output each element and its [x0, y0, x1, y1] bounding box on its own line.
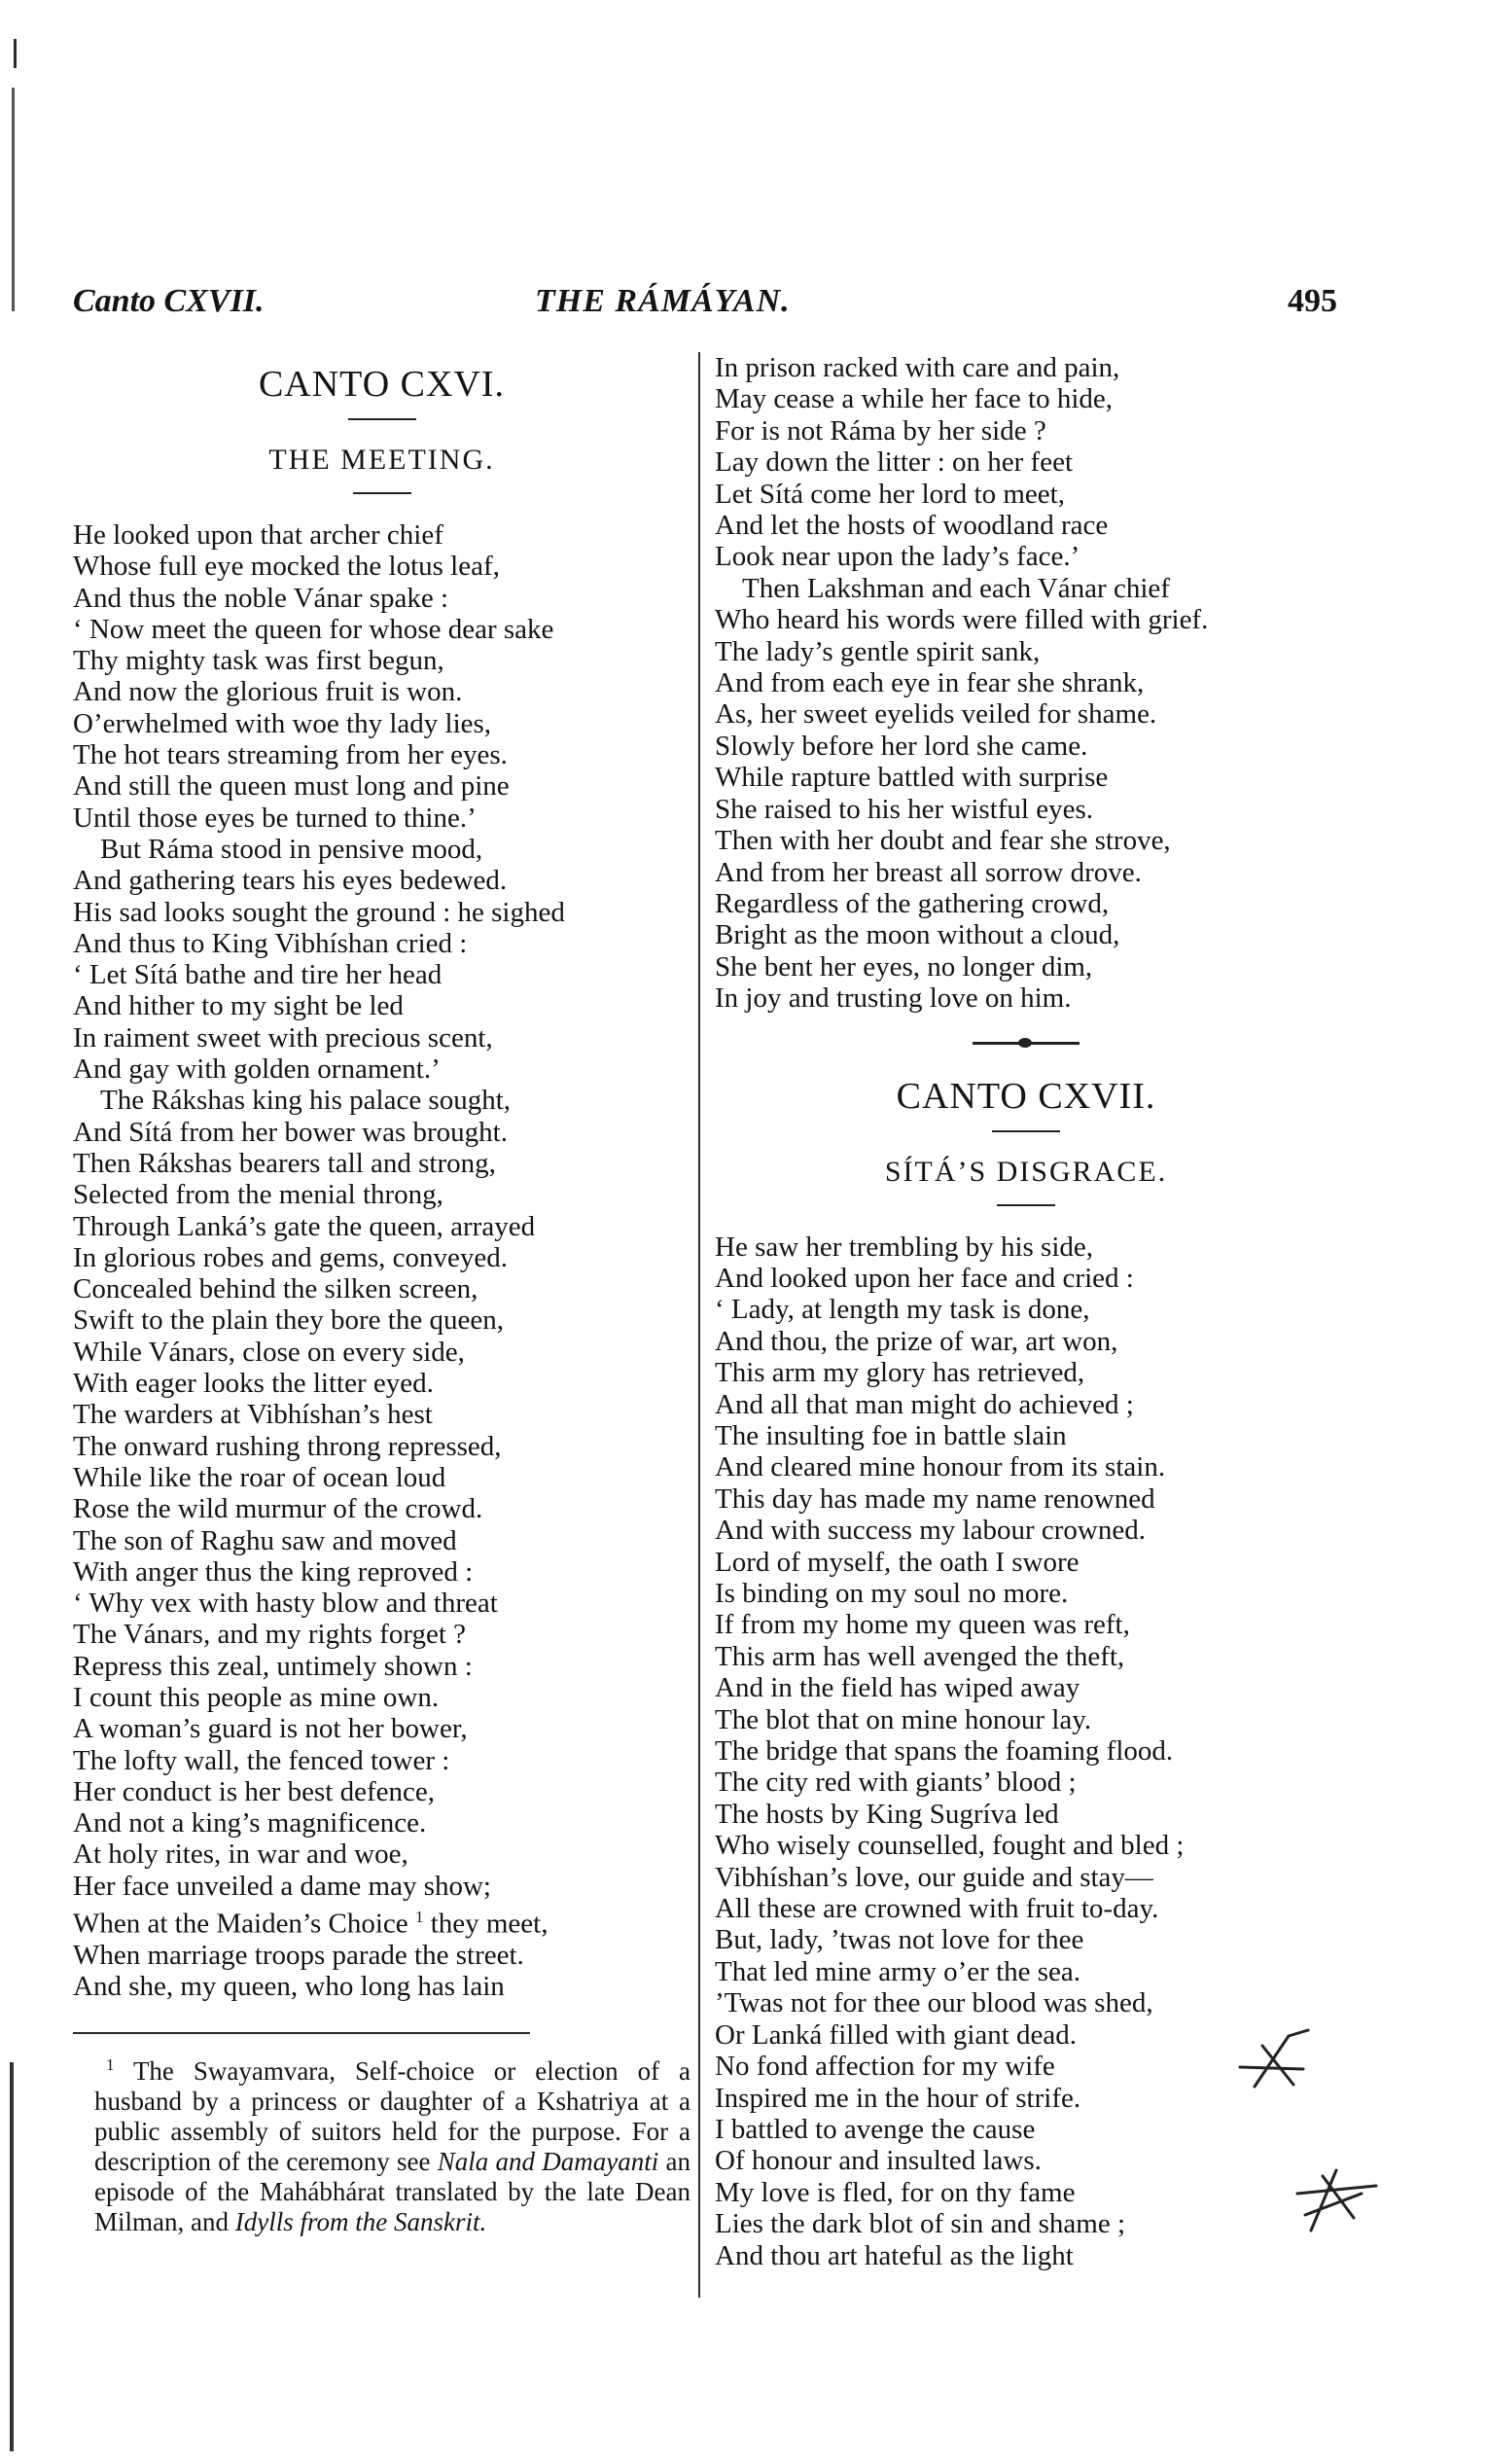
verse-line: The hot tears streaming from her eyes.: [73, 739, 508, 771]
verse-line: And looked upon her face and cried :: [715, 1262, 1134, 1294]
verse-line: And hither to my sight be led: [73, 990, 404, 1022]
verse-line: While like the roar of ocean loud: [73, 1461, 446, 1493]
verse-line: Of honour and insulted laws.: [715, 2145, 1042, 2177]
verse-line: Her conduct is her best defence,: [73, 1775, 436, 1807]
verse-line: He looked upon that archer chief: [73, 519, 443, 551]
verse-line: And with success my labour crowned.: [715, 1515, 1146, 1547]
verse-line: And from her breast all sorrow drove.: [715, 856, 1142, 888]
verse-line: Is binding on my soul no more.: [715, 1578, 1069, 1609]
verse-line: Swift to the plain they bore the queen,: [73, 1304, 504, 1337]
verse-line: And thus the noble Vánar spake :: [73, 582, 449, 614]
verse-line: A woman’s guard is not her bower,: [73, 1713, 468, 1745]
verse-line: May cease a while her face to hide,: [715, 383, 1114, 415]
verse-line: The son of Raghu saw and moved: [73, 1524, 457, 1556]
verse-line: Let Sítá come her lord to meet,: [715, 478, 1065, 510]
verse-line: Selected from the menial throng,: [73, 1179, 443, 1211]
verse-line: And still the queen must long and pine: [73, 770, 510, 803]
title-rule: [992, 1130, 1060, 1132]
verse-line: In prison racked with care and pain,: [715, 352, 1120, 383]
verse-line: While Vánars, close on every side,: [73, 1336, 465, 1368]
verse-line: And now the glorious fruit is won.: [73, 676, 463, 708]
verse-line: Who wisely counselled, fought and bled ;: [715, 1830, 1185, 1862]
verse-line: Until those eyes be turned to thine.’: [73, 802, 477, 834]
column-divider: [698, 352, 700, 2298]
verse-line: Whose full eye mocked the lotus leaf,: [73, 551, 500, 583]
verse-line: She raised to his her wistful eyes.: [715, 793, 1094, 825]
verse-line: ‘ Why vex with hasty blow and threat: [73, 1588, 498, 1620]
canto-title: CANTO CXVII.: [896, 1075, 1156, 1117]
verse-line: With eager looks the litter eyed.: [73, 1368, 434, 1400]
verse-line: And in the field has wiped away: [715, 1672, 1080, 1704]
verse-line: His sad looks sought the ground : he sighed: [73, 896, 565, 928]
verse-line: This arm has well avenged the theft,: [715, 1640, 1125, 1672]
footnote-text: an episode of the Mahábhárat translated by the late Dean Milman, and: [94, 2146, 691, 2236]
scan-edge-mark: [10, 2062, 14, 2451]
verse-line: And not a king’s magnificence.: [73, 1807, 427, 1839]
verse-line: And thou art hateful as the light: [715, 2239, 1074, 2271]
verse-line: Rose the wild murmur of the crowd.: [73, 1493, 483, 1525]
verse-line: And Sítá from her bower was brought.: [73, 1116, 508, 1148]
section-ornament: [973, 1042, 1080, 1045]
canto-subtitle: SÍTÁ’S DISGRACE.: [884, 1155, 1168, 1188]
left-column: [73, 352, 690, 2237]
verse-line: That led mine army o’er the sea.: [715, 1955, 1081, 1987]
verse-line: When marriage troops parade the street.: [73, 1940, 524, 1972]
verse-line: The insulting foe in battle slain: [715, 1419, 1067, 1451]
verse-line-tail: they meet,: [430, 1908, 549, 1940]
verse-line: Look near upon the lady’s face.’: [715, 541, 1080, 573]
footnote-work-title: Idylls from the Sanskrit.: [234, 2206, 487, 2236]
verse-line: All these are crowned with fruit to-day.: [715, 1893, 1159, 1925]
verse-line: The hosts by King Sugríva led: [715, 1798, 1059, 1830]
canto-title: CANTO CXVI.: [258, 364, 506, 405]
verse-line: The lady’s gentle spirit sank,: [715, 635, 1041, 667]
verse-line: This day has made my name renowned: [715, 1482, 1155, 1515]
title-rule: [348, 418, 416, 420]
verse-line: This arm my glory has retrieved,: [715, 1357, 1085, 1389]
verse-line: While rapture battled with surprise: [715, 762, 1109, 794]
scan-edge-mark: [12, 88, 15, 311]
verse-line: In raiment sweet with precious scent,: [73, 1021, 493, 1053]
verse-line: My love is fled, for on thy fame: [715, 2176, 1076, 2208]
verse-line: And she, my queen, who long has lain: [73, 1971, 505, 2003]
verse-line: Her face unveiled a dame may show;: [73, 1870, 491, 1902]
verse-line: Lay down the litter : on her feet: [715, 446, 1074, 479]
running-header: [73, 282, 1337, 331]
verse-line: She bent her eyes, no longer dim,: [715, 950, 1093, 982]
verse-line: And gathering tears his eyes bedewed.: [73, 865, 508, 897]
verse-line: And thou, the prize of war, art won,: [715, 1325, 1118, 1357]
verse-line: Or Lanká filled with giant dead.: [715, 2018, 1078, 2051]
verse-line: Concealed behind the silken screen,: [73, 1273, 478, 1305]
verse-line: I battled to avenge the cause: [715, 2113, 1036, 2145]
verse-line: But, lady, ’twas not love for thee: [715, 1924, 1084, 1956]
verse-line: Vibhíshan’s love, our guide and stay—: [715, 1861, 1153, 1893]
verse-line: But Ráma stood in pensive mood,: [100, 833, 483, 865]
header-book-title: THE RÁMÁYAN.: [535, 283, 791, 319]
verse-line: Inspired me in the hour of strife.: [715, 2082, 1081, 2114]
verse-line: Slowly before her lord she came.: [715, 730, 1088, 762]
verse-line: The Vánars, and my rights forget ?: [73, 1619, 467, 1651]
footnote-rule: [73, 2032, 530, 2034]
verse-line: O’erwhelmed with woe thy lady lies,: [73, 707, 492, 739]
verse-line: And let the hosts of woodland race: [715, 510, 1109, 542]
header-canto: Canto CXVII.: [73, 283, 265, 319]
verse-line: And cleared mine honour from its stain.: [715, 1451, 1166, 1483]
verse-line: Who heard his words were filled with grief.: [715, 604, 1209, 636]
verse-line: And all that man might do achieved ;: [715, 1388, 1134, 1420]
verse-line: ’Twas not for thee our blood was shed,: [715, 1987, 1153, 2019]
verse-line: He saw her trembling by his side,: [715, 1231, 1094, 1263]
verse-line: ‘ Lady, at length my task is done,: [715, 1294, 1090, 1326]
verse-line: The bridge that spans the foaming flood.: [715, 1735, 1174, 1768]
subtitle-rule: [353, 492, 411, 494]
verse-line: For is not Ráma by her side ?: [715, 414, 1046, 446]
verse-block: [715, 1232, 1337, 2271]
footnote-reference: 1: [414, 1908, 424, 1927]
handwritten-star-mark-icon: [1293, 2164, 1381, 2237]
verse-line: And from each eye in fear she shrank,: [715, 667, 1145, 699]
verse-line-text: When at the Maiden’s Choice: [73, 1908, 408, 1940]
verse-line: The Rákshas king his palace sought,: [100, 1085, 512, 1117]
verse-line: I count this people as mine own.: [73, 1681, 440, 1713]
verse-line: The blot that on mine honour lay.: [715, 1703, 1092, 1735]
verse-line: ‘ Now meet the queen for whose dear sake: [73, 613, 554, 645]
verse-line: With anger thus the king reproved :: [73, 1555, 474, 1588]
verse-line: As, her sweet eyelids veiled for shame.: [715, 698, 1157, 731]
verse-line: Thy mighty task was first begun,: [73, 645, 444, 677]
handwritten-star-mark-icon: [1235, 2028, 1323, 2096]
verse-line: And gay with golden ornament.’: [73, 1053, 441, 1086]
footnote-work-title: Nala and Damayanti: [437, 2146, 659, 2176]
verse-line-with-footnote-ref: [73, 1902, 690, 1940]
verse-line: And thus to King Vibhíshan cried :: [73, 927, 468, 959]
verse-line: Through Lanká’s gate the queen, arrayed: [73, 1210, 536, 1242]
verse-block-continued: [715, 352, 1337, 1015]
verse-line: Then Rákshas bearers tall and strong,: [73, 1147, 496, 1179]
page-number: 495: [1288, 283, 1337, 319]
verse-line: In joy and trusting love on him.: [715, 982, 1072, 1015]
verse-line: In glorious robes and gems, conveyed.: [73, 1241, 508, 1273]
verse-block: [73, 519, 690, 2003]
verse-line: Then with her doubt and fear she strove,: [715, 825, 1171, 857]
verse-line: Repress this zeal, untimely shown :: [73, 1650, 473, 1682]
verse-line: At holy rites, in war and woe,: [73, 1839, 408, 1871]
footnote-marker: 1: [106, 2054, 115, 2074]
verse-line: Lord of myself, the oath I swore: [715, 1546, 1080, 1578]
verse-line: Bright as the moon without a cloud,: [715, 919, 1120, 951]
scan-edge-mark: [14, 39, 17, 68]
footnote-text: The Swayamvara, Self-choice or election of a husband by a princess or daughter of a Kshatriya at a public assembly of suitors held for the purpose. For a description of the ceremony see: [94, 2055, 690, 2176]
verse-line: The city red with giants’ blood ;: [715, 1767, 1077, 1799]
verse-line: If from my home my queen was reft,: [715, 1609, 1130, 1641]
footnote: [73, 2050, 690, 2237]
verse-line: The lofty wall, the fenced tower :: [73, 1744, 450, 1776]
verse-line: ‘ Let Sítá bathe and tire her head: [73, 959, 443, 991]
verse-line: The onward rushing throng repressed,: [73, 1430, 502, 1462]
verse-line: Then Lakshman and each Vánar chief: [742, 572, 1170, 604]
verse-line: Lies the dark blot of sin and shame ;: [715, 2208, 1126, 2240]
canto-subtitle: THE MEETING.: [268, 444, 495, 476]
verse-line: Regardless of the gathering crowd,: [715, 887, 1110, 919]
verse-line: No fond affection for my wife: [715, 2051, 1055, 2083]
right-column: [715, 352, 1337, 2271]
subtitle-rule: [997, 1204, 1055, 1206]
verse-line: The warders at Vibhíshan’s hest: [73, 1399, 433, 1431]
